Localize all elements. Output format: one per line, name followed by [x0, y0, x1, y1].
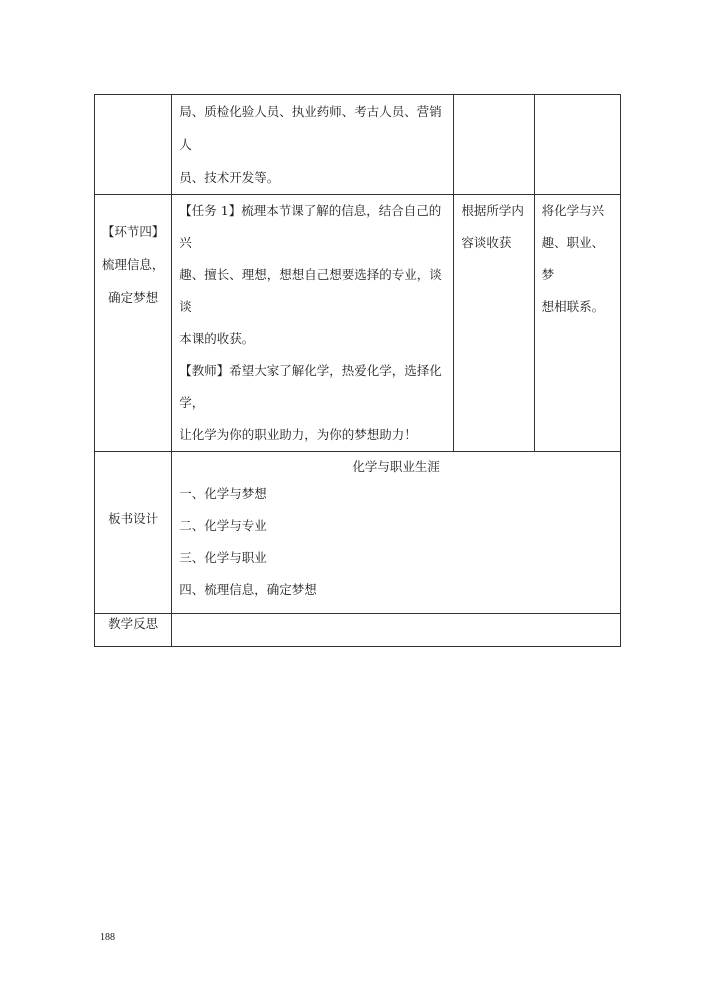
- table-row-board-design: [95, 452, 621, 614]
- reflection-label: 教学反思: [108, 616, 159, 631]
- intent-line: 将化学与兴: [541, 203, 605, 218]
- lesson-plan-table: [94, 94, 621, 647]
- board-design-label-cell: [95, 452, 172, 614]
- design-intent-cell: [534, 95, 620, 195]
- board-design-item: 四、梳理信息，确定梦想: [179, 582, 317, 597]
- reflection-label-cell: [95, 614, 172, 647]
- stage-cell: [95, 195, 172, 452]
- stage-label: 【环节四】: [101, 224, 165, 239]
- stage-label: 确定梦想: [108, 290, 159, 305]
- board-design-label: 板书设计: [108, 511, 159, 526]
- content-line: 员、技术开发等。: [179, 170, 280, 185]
- content-line: 【任务 1】梳理本节课了解的信息，结合自己的兴: [179, 203, 442, 250]
- student-line: 容谈收获: [461, 235, 512, 250]
- content-line: 趣、擅长、理想，想想自己想要选择的专业，谈谈: [179, 267, 442, 314]
- page-number: 188: [100, 932, 115, 943]
- content-cell: [172, 195, 454, 452]
- table-row-stage4: [95, 195, 621, 452]
- board-design-item: 二、化学与专业: [179, 518, 267, 533]
- board-design-title: 化学与职业生涯: [352, 459, 440, 474]
- design-intent-cell: [534, 195, 620, 452]
- board-design-content-cell: [172, 452, 621, 614]
- content-line: 本课的收获。: [179, 331, 255, 346]
- stage-label: 梳理信息，: [101, 257, 165, 272]
- content-line: 让化学为你的职业助力，为你的梦想助力！: [179, 427, 417, 442]
- table-row-continuation: [95, 95, 621, 195]
- content-line: 【教师】希望大家了解化学，热爱化学，选择化学，: [179, 363, 442, 410]
- intent-line: 想相联系。: [541, 299, 605, 314]
- board-design-item: 三、化学与职业: [179, 550, 267, 565]
- content-line: 局、质检化验人员、执业药师、考古人员、营销人: [179, 104, 442, 152]
- table-row-reflection: [95, 614, 621, 647]
- content-cell: [172, 95, 454, 195]
- stage-cell-empty: [95, 95, 172, 195]
- student-activity-cell: [454, 195, 534, 452]
- board-design-item: 一、化学与梦想: [179, 486, 267, 501]
- intent-line: 趣、职业、梦: [541, 235, 605, 282]
- student-line: 根据所学内: [461, 203, 524, 218]
- student-activity-cell: [454, 95, 534, 195]
- reflection-content-cell: [172, 614, 621, 647]
